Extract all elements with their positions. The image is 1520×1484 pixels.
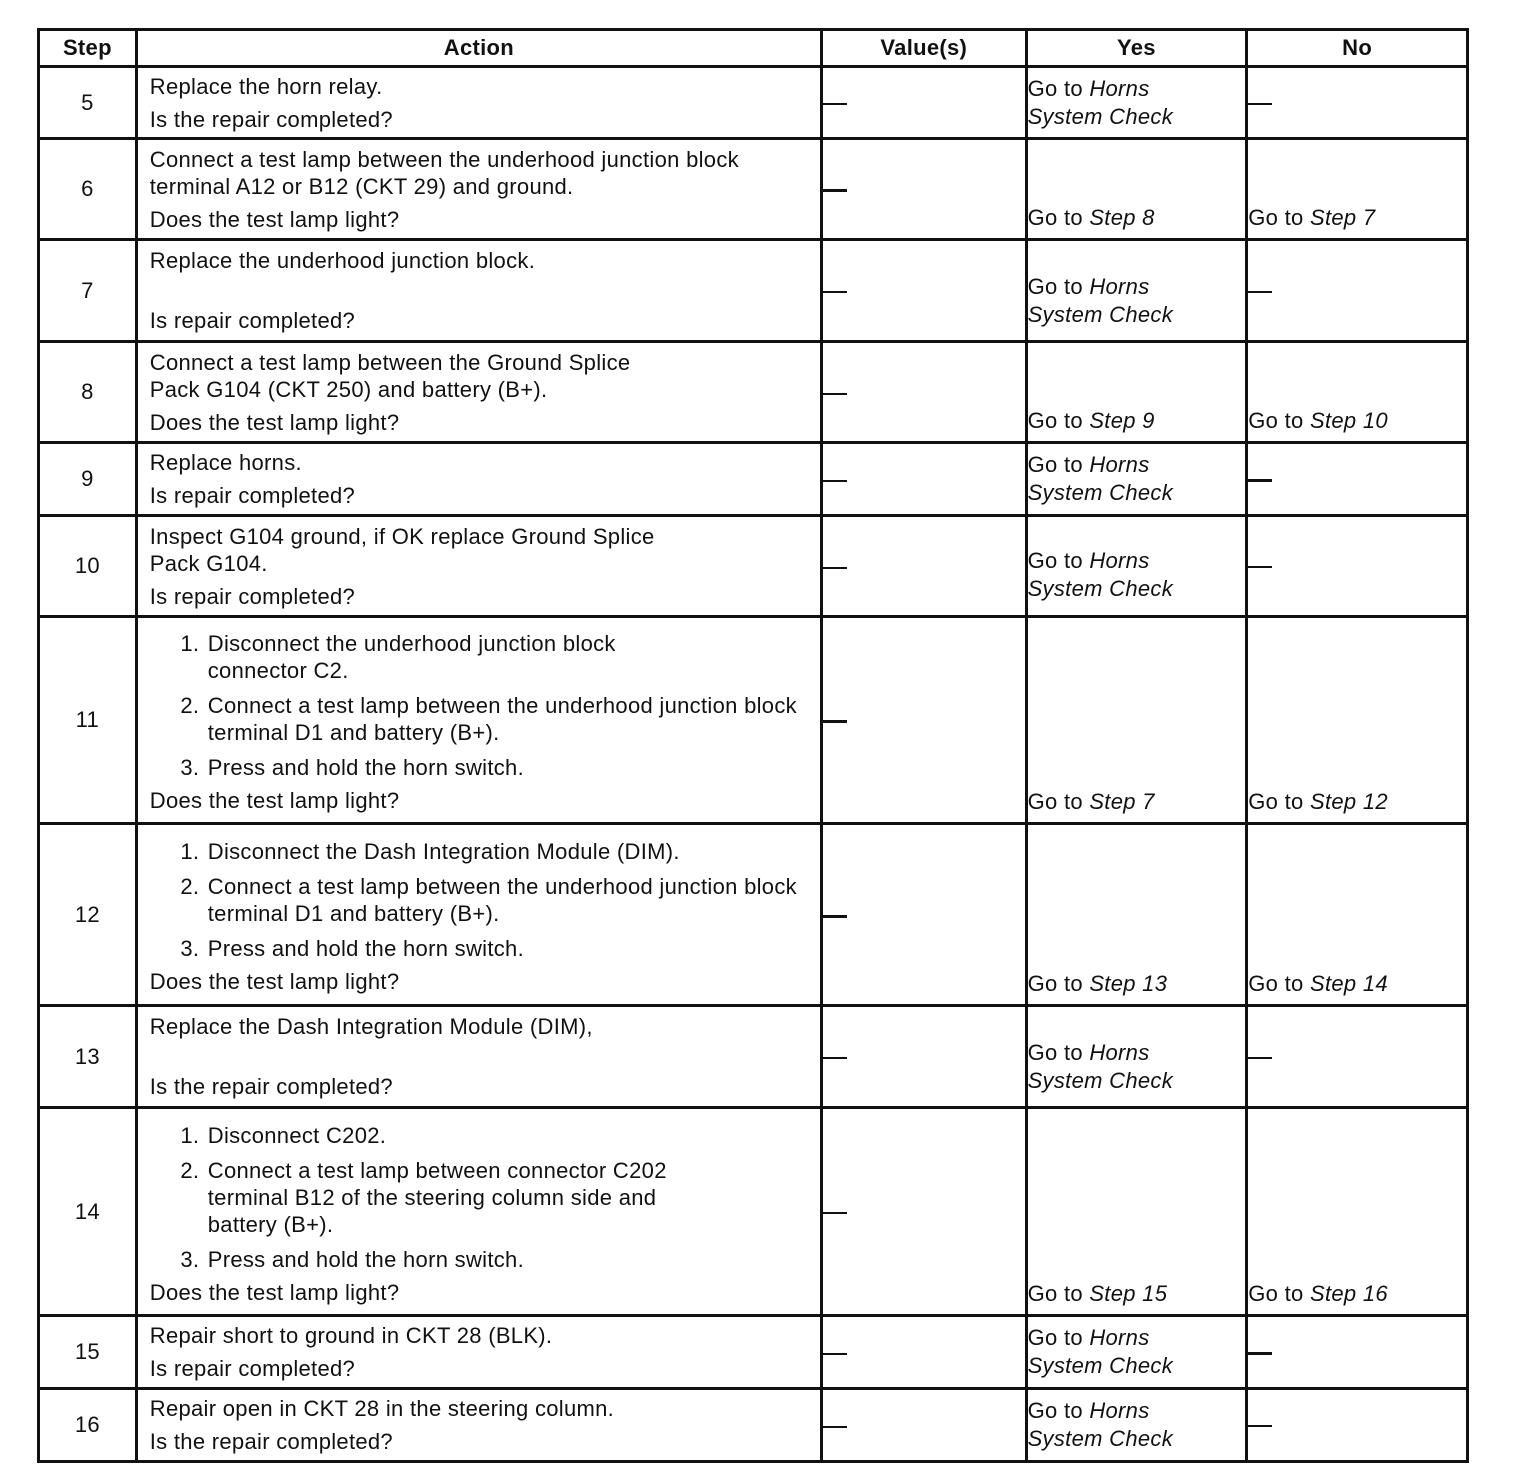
action-step-item: 1. Disconnect the Dash Integration Module (DIM). xyxy=(206,838,812,865)
yes-link-system-check[interactable]: System Check xyxy=(1027,1426,1173,1451)
action-cell xyxy=(136,1389,821,1462)
action-line: Replace the Dash Integration Module (DIM), xyxy=(149,1014,593,1039)
value-dash xyxy=(823,1353,847,1355)
action-cell xyxy=(136,67,821,139)
action-cell xyxy=(136,139,821,240)
action-steps-list xyxy=(150,630,812,781)
value-dash xyxy=(823,1212,847,1214)
yes-prefix: Go to xyxy=(1027,205,1083,230)
action-cell xyxy=(136,824,821,1006)
yes-link-system-check[interactable]: System Check xyxy=(1027,480,1173,505)
action-question: Is repair completed? xyxy=(149,1356,356,1381)
yes-link-system-check[interactable]: System Check xyxy=(1027,103,1173,129)
no-cell xyxy=(1247,240,1468,342)
value-dash xyxy=(823,103,847,105)
value-dash xyxy=(823,1426,847,1428)
action-question: Does the test lamp light? xyxy=(149,788,400,813)
header-values: Value(s) xyxy=(822,30,1027,67)
step-number: 12 xyxy=(39,824,137,1006)
no-cell xyxy=(1247,824,1468,1006)
action-steps-list xyxy=(150,1122,812,1273)
value-cell xyxy=(822,824,1027,1006)
yes-link-horns[interactable]: Horns xyxy=(1089,452,1150,477)
yes-prefix: Go to xyxy=(1027,273,1083,299)
yes-prefix: Go to xyxy=(1027,1039,1083,1065)
action-question: Is repair completed? xyxy=(149,483,356,508)
value-dash xyxy=(823,480,847,482)
step-number: 14 xyxy=(39,1108,137,1316)
yes-prefix: Go to xyxy=(1027,1281,1083,1306)
table-row xyxy=(39,824,1468,1006)
step-number: 9 xyxy=(39,443,137,516)
step-number: 13 xyxy=(39,1006,137,1108)
action-question: Does the test lamp light? xyxy=(149,206,400,232)
action-cell xyxy=(136,342,821,443)
no-dash xyxy=(1248,1352,1272,1355)
yes-cell xyxy=(1026,139,1247,240)
yes-cell xyxy=(1026,824,1247,1006)
yes-prefix: Go to xyxy=(1027,1325,1083,1350)
action-spacer xyxy=(150,1040,812,1067)
value-cell xyxy=(822,342,1027,443)
table-row xyxy=(39,1316,1468,1389)
action-cell xyxy=(136,516,821,617)
no-link-step[interactable]: Step 10 xyxy=(1310,408,1388,433)
action-step-item: 3. Press and hold the horn switch. xyxy=(206,935,812,962)
yes-prefix: Go to xyxy=(1027,1398,1083,1423)
table-row xyxy=(39,1389,1468,1462)
no-link-step[interactable]: Step 12 xyxy=(1310,789,1388,814)
action-step-item: 2. Connect a test lamp between connector C202 terminal B12 of the steering column side and battery (B+). xyxy=(206,1157,728,1238)
action-question: Is the repair completed? xyxy=(149,1429,393,1454)
yes-cell xyxy=(1026,443,1247,516)
yes-cell xyxy=(1026,240,1247,342)
yes-link-step[interactable]: Step 13 xyxy=(1089,971,1168,996)
yes-cell xyxy=(1026,1389,1247,1462)
yes-link-step[interactable]: Step 7 xyxy=(1089,789,1155,814)
no-dash xyxy=(1248,1425,1272,1427)
no-cell xyxy=(1247,617,1468,824)
no-cell xyxy=(1247,1108,1468,1316)
yes-prefix: Go to xyxy=(1027,548,1083,573)
no-cell xyxy=(1247,67,1468,139)
action-question: Does the test lamp light? xyxy=(149,1279,400,1305)
diagnostic-table xyxy=(37,28,1469,1463)
yes-cell xyxy=(1026,67,1247,139)
action-cell xyxy=(136,240,821,342)
value-cell xyxy=(822,516,1027,617)
action-question: Is the repair completed? xyxy=(149,1074,393,1099)
yes-link-horns[interactable]: Horns xyxy=(1089,273,1150,299)
action-line: Repair short to ground in CKT 28 (BLK). xyxy=(149,1323,553,1348)
value-cell xyxy=(822,1389,1027,1462)
value-dash xyxy=(823,915,847,918)
action-cell xyxy=(136,1316,821,1389)
value-dash xyxy=(823,720,847,723)
no-dash xyxy=(1248,1057,1272,1059)
yes-cell xyxy=(1026,1316,1247,1389)
table-row xyxy=(39,139,1468,240)
value-cell xyxy=(822,67,1027,139)
value-cell xyxy=(822,139,1027,240)
yes-link-step[interactable]: Step 9 xyxy=(1089,408,1155,433)
header-action: Action xyxy=(136,30,821,67)
action-step-item: 2. Connect a test lamp between the underhood junction block terminal D1 and battery (B+). xyxy=(206,873,812,927)
value-dash xyxy=(823,1057,847,1059)
action-cell xyxy=(136,443,821,516)
yes-cell xyxy=(1026,1108,1247,1316)
no-dash xyxy=(1248,479,1272,482)
no-link-step[interactable]: Step 16 xyxy=(1310,1281,1388,1306)
action-question: Does the test lamp light? xyxy=(149,409,400,435)
step-number: 7 xyxy=(39,240,137,342)
action-question: Is repair completed? xyxy=(149,308,356,333)
table-row xyxy=(39,240,1468,342)
no-cell xyxy=(1247,1389,1468,1462)
yes-prefix: Go to xyxy=(1027,452,1083,477)
no-prefix: Go to xyxy=(1248,408,1304,433)
action-step-item: 1. Disconnect the underhood junction block connector C2. xyxy=(206,630,638,684)
action-spacer xyxy=(150,274,812,301)
header-row xyxy=(39,30,1468,67)
yes-link-horns[interactable]: Horns xyxy=(1089,1398,1150,1423)
no-prefix: Go to xyxy=(1248,971,1304,996)
table-row xyxy=(39,67,1468,139)
action-step-item: 3. Press and hold the horn switch. xyxy=(206,754,812,781)
no-cell xyxy=(1247,443,1468,516)
yes-link-horns[interactable]: Horns xyxy=(1089,75,1150,101)
table-row xyxy=(39,443,1468,516)
action-line: Pack G104 (CKT 250) and battery (B+). xyxy=(149,376,548,402)
yes-link-step[interactable]: Step 8 xyxy=(1089,205,1155,230)
value-cell xyxy=(822,443,1027,516)
yes-link-system-check[interactable]: System Check xyxy=(1027,1067,1173,1093)
action-line: Inspect G104 ground, if OK replace Ground Splice xyxy=(149,523,655,549)
action-line: Replace the horn relay. xyxy=(149,73,383,99)
yes-link-horns[interactable]: Horns xyxy=(1089,1325,1150,1350)
no-link-step[interactable]: Step 7 xyxy=(1310,205,1376,230)
header-yes: Yes xyxy=(1026,30,1247,67)
no-dash xyxy=(1248,103,1272,105)
action-steps-list xyxy=(150,838,812,962)
action-line: Pack G104. xyxy=(149,550,268,576)
action-cell xyxy=(136,617,821,824)
action-line: Connect a test lamp between the underhood junction block xyxy=(149,146,739,172)
action-question: Is repair completed? xyxy=(149,583,356,609)
value-dash xyxy=(823,291,847,293)
action-step-item: 3. Press and hold the horn switch. xyxy=(206,1246,812,1273)
action-step-item: 1. Disconnect C202. xyxy=(206,1122,812,1149)
table-row xyxy=(39,1006,1468,1108)
value-cell xyxy=(822,1316,1027,1389)
value-cell xyxy=(822,617,1027,824)
step-number: 16 xyxy=(39,1389,137,1462)
action-cell xyxy=(136,1108,821,1316)
value-dash xyxy=(823,189,847,192)
table-row xyxy=(39,342,1468,443)
yes-cell xyxy=(1026,516,1247,617)
step-number: 6 xyxy=(39,139,137,240)
action-line: terminal A12 or B12 (CKT 29) and ground. xyxy=(149,173,574,199)
yes-prefix: Go to xyxy=(1027,75,1083,101)
yes-link-system-check[interactable]: System Check xyxy=(1027,301,1173,327)
action-step-item: 2. Connect a test lamp between the underhood junction block terminal D1 and battery (B+). xyxy=(206,692,812,746)
yes-cell xyxy=(1026,617,1247,824)
value-cell xyxy=(822,1108,1027,1316)
action-line: Repair open in CKT 28 in the steering column. xyxy=(149,1396,615,1421)
no-cell xyxy=(1247,342,1468,443)
no-dash xyxy=(1248,291,1272,293)
yes-link-horns[interactable]: Horns xyxy=(1089,548,1150,573)
action-line: Connect a test lamp between the Ground Splice xyxy=(149,349,631,375)
no-prefix: Go to xyxy=(1248,205,1304,230)
header-no: No xyxy=(1247,30,1468,67)
step-number: 11 xyxy=(39,617,137,824)
yes-prefix: Go to xyxy=(1027,789,1083,814)
no-prefix: Go to xyxy=(1248,789,1304,814)
yes-cell xyxy=(1026,1006,1247,1108)
no-dash xyxy=(1248,566,1272,568)
value-cell xyxy=(822,1006,1027,1108)
value-dash xyxy=(823,567,847,569)
yes-cell xyxy=(1026,342,1247,443)
no-cell xyxy=(1247,1006,1468,1108)
table-row xyxy=(39,1108,1468,1316)
table-row xyxy=(39,617,1468,824)
yes-link-step[interactable]: Step 15 xyxy=(1089,1281,1168,1306)
no-link-step[interactable]: Step 14 xyxy=(1310,971,1388,996)
step-number: 5 xyxy=(39,67,137,139)
step-number: 15 xyxy=(39,1316,137,1389)
step-number: 8 xyxy=(39,342,137,443)
yes-link-system-check[interactable]: System Check xyxy=(1027,1353,1173,1378)
action-line: Replace horns. xyxy=(149,450,302,475)
no-prefix: Go to xyxy=(1248,1281,1304,1306)
yes-link-horns[interactable]: Horns xyxy=(1089,1039,1150,1065)
value-cell xyxy=(822,240,1027,342)
no-cell xyxy=(1247,139,1468,240)
header-step: Step xyxy=(39,30,137,67)
action-question: Is the repair completed? xyxy=(149,106,393,132)
yes-prefix: Go to xyxy=(1027,971,1083,996)
yes-prefix: Go to xyxy=(1027,408,1083,433)
no-cell xyxy=(1247,516,1468,617)
action-cell xyxy=(136,1006,821,1108)
action-line: Replace the underhood junction block. xyxy=(149,248,536,273)
table-row xyxy=(39,516,1468,617)
value-dash xyxy=(823,393,847,395)
step-number: 10 xyxy=(39,516,137,617)
yes-link-system-check[interactable]: System Check xyxy=(1027,576,1173,601)
no-cell xyxy=(1247,1316,1468,1389)
action-question: Does the test lamp light? xyxy=(149,969,400,994)
